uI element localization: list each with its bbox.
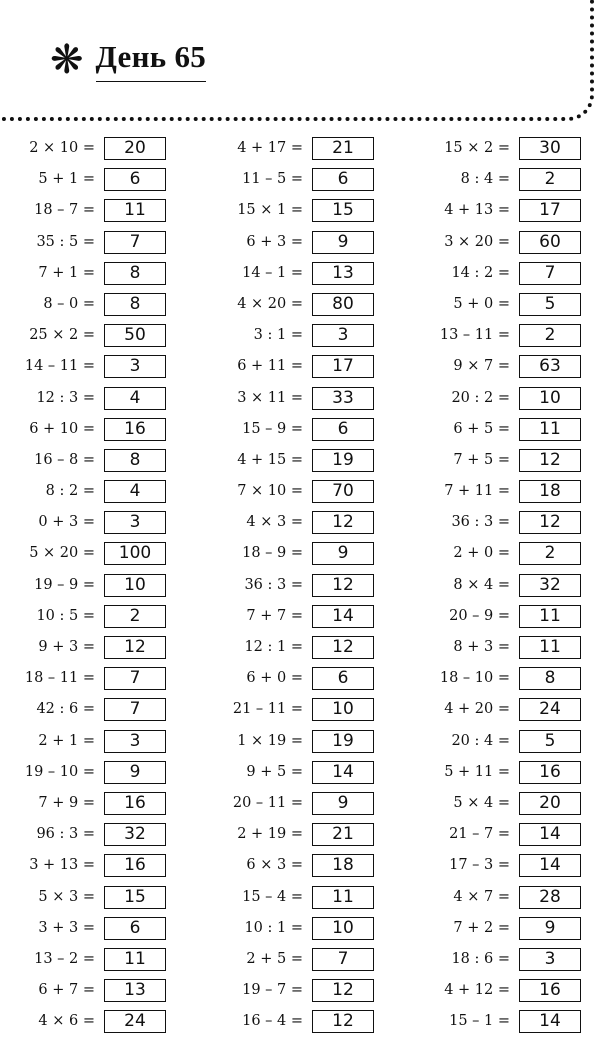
- exercise-row: [415, 445, 600, 476]
- answer-box[interactable]: 4: [104, 387, 166, 410]
- exercise-expression: 15 – 4 =: [242, 888, 303, 905]
- exercise-row: [208, 258, 408, 289]
- exercise-row: [208, 320, 408, 351]
- answer-box[interactable]: 28: [519, 886, 581, 909]
- exercise-row: [208, 788, 408, 819]
- exercise-row: [0, 975, 200, 1006]
- exercise-expression: 1 × 19 =: [237, 732, 303, 749]
- exercise-expression: 2 × 10 =: [29, 140, 95, 156]
- exercise-expression: 12 : 3 =: [36, 389, 95, 406]
- exercise-row: [208, 289, 408, 320]
- answer-box[interactable]: 19: [312, 449, 374, 472]
- exercise-row: [415, 133, 600, 164]
- exercise-row: [0, 788, 200, 819]
- exercise-expression: 4 × 20 =: [237, 295, 303, 312]
- answer-box[interactable]: 7: [104, 667, 166, 690]
- answer-box[interactable]: 9: [312, 792, 374, 815]
- exercise-expression: 15 – 9 =: [242, 420, 303, 437]
- exercise-expression: 6 + 11 =: [237, 358, 303, 375]
- answer-box[interactable]: 12: [312, 1010, 374, 1033]
- exercise-expression: 14 – 11 =: [24, 358, 95, 375]
- exercise-row: [208, 383, 408, 414]
- exercise-row: [415, 788, 600, 819]
- exercise-expression: 15 × 2 =: [444, 140, 510, 156]
- answer-box[interactable]: 15: [104, 886, 166, 909]
- exercise-expression: 18 – 11 =: [24, 670, 95, 687]
- exercise-row: [0, 632, 200, 663]
- answer-box[interactable]: 13: [104, 979, 166, 1002]
- exercise-row: [208, 507, 408, 538]
- exercise-row: [208, 632, 408, 663]
- exercise-expression: 20 : 2 =: [451, 389, 510, 406]
- answer-box[interactable]: 15: [312, 199, 374, 222]
- answer-box[interactable]: 10: [312, 698, 374, 721]
- exercise-expression: 4 + 12 =: [444, 982, 510, 999]
- answer-box[interactable]: 9: [519, 917, 581, 940]
- exercise-row: [208, 414, 408, 445]
- exercise-row: [0, 601, 200, 632]
- exercise-row: [415, 227, 600, 258]
- exercise-row: [0, 538, 200, 569]
- answer-box[interactable]: 20: [104, 137, 166, 160]
- answer-box[interactable]: 70: [312, 480, 374, 503]
- exercise-row: [208, 850, 408, 881]
- exercise-expression: 4 + 17 =: [237, 140, 303, 156]
- exercise-expression: 4 × 7 =: [453, 888, 510, 905]
- exercise-expression: 9 + 3 =: [38, 639, 95, 655]
- page-header: [50, 36, 206, 84]
- answer-box[interactable]: 14: [312, 605, 374, 628]
- exercise-expression: 19 – 7 =: [242, 982, 303, 999]
- answer-box[interactable]: 12: [519, 449, 581, 472]
- exercise-expression: 6 + 0 =: [246, 670, 303, 687]
- exercise-row: [0, 133, 200, 164]
- exercise-row: [208, 663, 408, 694]
- answer-box[interactable]: 18: [519, 480, 581, 503]
- exercise-expression: 18 : 6 =: [451, 950, 510, 967]
- answer-box[interactable]: 4: [104, 480, 166, 503]
- exercise-row: [208, 757, 408, 788]
- answer-box[interactable]: 16: [519, 761, 581, 784]
- exercise-expression: 2 + 0 =: [453, 545, 510, 562]
- answer-box[interactable]: 9: [104, 761, 166, 784]
- exercise-row: [208, 726, 408, 757]
- answer-box[interactable]: 80: [312, 293, 374, 316]
- exercise-expression: 15 × 1 =: [237, 202, 303, 219]
- exercise-expression: 35 : 5 =: [36, 233, 95, 250]
- exercise-row: [208, 913, 408, 944]
- exercise-expression: 10 : 1 =: [244, 919, 303, 936]
- exercise-expression: 4 + 20 =: [444, 701, 510, 718]
- exercise-expression: 5 + 11 =: [444, 763, 510, 780]
- answer-box[interactable]: 5: [519, 293, 581, 316]
- answer-box[interactable]: 21: [312, 823, 374, 846]
- exercise-row: [208, 944, 408, 975]
- exercise-row: [415, 570, 600, 601]
- exercise-row: [0, 913, 200, 944]
- answer-box[interactable]: 2: [104, 605, 166, 628]
- answer-box[interactable]: 12: [312, 574, 374, 597]
- exercise-expression: 16 – 8 =: [34, 451, 95, 468]
- exercise-row: [208, 1006, 408, 1037]
- exercise-row: [0, 757, 200, 788]
- answer-box[interactable]: 6: [312, 418, 374, 441]
- answer-box[interactable]: 32: [519, 574, 581, 597]
- exercise-row: [415, 320, 600, 351]
- exercise-row: [0, 726, 200, 757]
- answer-box[interactable]: 8: [104, 262, 166, 285]
- exercise-row: [0, 694, 200, 725]
- answer-box[interactable]: 5: [519, 730, 581, 753]
- answer-box[interactable]: 60: [519, 231, 581, 254]
- exercise-expression: 18 – 7 =: [34, 202, 95, 219]
- answer-box[interactable]: 9: [312, 542, 374, 565]
- exercise-row: [415, 258, 600, 289]
- exercise-expression: 5 × 3 =: [38, 888, 95, 905]
- exercise-row: [415, 975, 600, 1006]
- answer-box[interactable]: 32: [104, 823, 166, 846]
- exercise-row: [0, 476, 200, 507]
- exercise-row: [0, 258, 200, 289]
- answer-box[interactable]: 11: [104, 199, 166, 222]
- exercise-row: [0, 289, 200, 320]
- exercise-expression: 4 + 15 =: [237, 451, 303, 468]
- answer-box[interactable]: 7: [104, 231, 166, 254]
- answer-box[interactable]: 3: [104, 730, 166, 753]
- exercise-expression: 10 : 5 =: [36, 607, 95, 624]
- answer-box[interactable]: 14: [312, 761, 374, 784]
- answer-box[interactable]: 3: [519, 948, 581, 971]
- exercise-expression: 20 – 9 =: [449, 607, 510, 624]
- exercise-row: [0, 570, 200, 601]
- exercise-expression: 16 – 4 =: [242, 1013, 303, 1030]
- exercise-expression: 6 + 10 =: [29, 420, 95, 437]
- exercise-row: [415, 383, 600, 414]
- exercise-expression: 7 + 7 =: [246, 607, 303, 624]
- exercise-expression: 4 × 6 =: [38, 1013, 95, 1030]
- answer-box[interactable]: 16: [104, 792, 166, 815]
- exercise-expression: 3 : 1 =: [253, 327, 303, 344]
- exercise-row: [208, 227, 408, 258]
- exercise-expression: 7 + 2 =: [453, 919, 510, 936]
- exercise-row: [208, 694, 408, 725]
- exercise-row: [415, 476, 600, 507]
- exercise-expression: 5 + 1 =: [38, 171, 95, 188]
- exercise-expression: 3 + 13 =: [29, 857, 95, 874]
- answer-box[interactable]: 11: [519, 636, 581, 659]
- exercise-row: [0, 944, 200, 975]
- answer-box[interactable]: 12: [312, 636, 374, 659]
- answer-box[interactable]: 11: [312, 886, 374, 909]
- exercise-expression: 3 × 11 =: [237, 389, 303, 406]
- answer-box[interactable]: 3: [104, 355, 166, 378]
- answer-box[interactable]: 13: [312, 262, 374, 285]
- answer-box[interactable]: 21: [312, 137, 374, 160]
- exercise-row: [208, 195, 408, 226]
- exercise-row: [208, 601, 408, 632]
- exercise-row: [415, 414, 600, 445]
- exercise-expression: 17 – 3 =: [449, 857, 510, 874]
- exercise-row: [0, 882, 200, 913]
- page-title: День 65: [96, 39, 207, 82]
- exercise-expression: 21 – 11 =: [232, 701, 303, 718]
- exercise-row: [0, 195, 200, 226]
- exercise-row: [208, 476, 408, 507]
- answer-box[interactable]: 2: [519, 542, 581, 565]
- exercise-expression: 8 : 2 =: [45, 483, 95, 500]
- answer-box[interactable]: 11: [519, 418, 581, 441]
- answer-box[interactable]: 17: [312, 355, 374, 378]
- answer-box[interactable]: 11: [519, 605, 581, 628]
- answer-box[interactable]: 2: [519, 168, 581, 191]
- snowflake-icon: ❋: [50, 37, 84, 83]
- answer-box[interactable]: 30: [519, 137, 581, 160]
- exercise-row: [0, 819, 200, 850]
- exercise-row: [0, 227, 200, 258]
- exercise-expression: 15 – 1 =: [449, 1013, 510, 1030]
- exercise-expression: 6 × 3 =: [246, 857, 303, 874]
- answer-box[interactable]: 16: [104, 854, 166, 877]
- answer-box[interactable]: 12: [312, 979, 374, 1002]
- answer-box[interactable]: 9: [312, 231, 374, 254]
- answer-box[interactable]: 10: [104, 574, 166, 597]
- answer-box[interactable]: 7: [519, 262, 581, 285]
- exercise-row: [415, 882, 600, 913]
- exercise-row: [0, 351, 200, 382]
- answer-box[interactable]: 8: [104, 293, 166, 316]
- answer-box[interactable]: 6: [104, 917, 166, 940]
- exercise-row: [208, 133, 408, 164]
- exercise-expression: 9 + 5 =: [246, 763, 303, 780]
- answer-box[interactable]: 100: [104, 542, 166, 565]
- exercise-row: [415, 507, 600, 538]
- exercise-expression: 7 + 5 =: [453, 451, 510, 468]
- exercise-row: [415, 601, 600, 632]
- exercise-expression: 36 : 3 =: [244, 576, 303, 593]
- answer-box[interactable]: 10: [312, 917, 374, 940]
- exercise-row: [415, 757, 600, 788]
- answer-box[interactable]: 24: [519, 698, 581, 721]
- answer-box[interactable]: 14: [519, 1010, 581, 1033]
- exercise-row: [415, 819, 600, 850]
- exercise-row: [415, 944, 600, 975]
- exercise-expression: 21 – 7 =: [449, 826, 510, 843]
- answer-box[interactable]: 10: [519, 387, 581, 410]
- answer-box[interactable]: 14: [519, 823, 581, 846]
- exercise-row: [415, 538, 600, 569]
- exercise-expression: 8 : 4 =: [460, 171, 510, 188]
- answer-box[interactable]: 16: [519, 979, 581, 1002]
- answer-box[interactable]: 12: [104, 636, 166, 659]
- answer-box[interactable]: 6: [104, 168, 166, 191]
- exercise-expression: 0 + 3 =: [38, 514, 95, 531]
- answer-box[interactable]: 20: [519, 792, 581, 815]
- exercise-expression: 7 + 9 =: [38, 794, 95, 811]
- exercise-expression: 7 + 11 =: [444, 483, 510, 500]
- exercise-expression: 2 + 1 =: [38, 732, 95, 749]
- exercise-expression: 8 + 3 =: [453, 639, 510, 655]
- exercise-expression: 36 : 3 =: [451, 514, 510, 531]
- exercise-expression: 6 + 7 =: [38, 982, 95, 999]
- answer-box[interactable]: 3: [104, 511, 166, 534]
- exercise-expression: 3 + 3 =: [38, 919, 95, 936]
- exercise-column: [0, 133, 200, 1037]
- exercise-expression: 11 – 5 =: [242, 171, 303, 188]
- exercise-row: [208, 164, 408, 195]
- exercise-expression: 6 + 3 =: [246, 233, 303, 250]
- exercise-expression: 12 : 1 =: [244, 639, 303, 655]
- exercise-row: [0, 445, 200, 476]
- exercise-expression: 20 – 11 =: [232, 794, 303, 811]
- answer-box[interactable]: 12: [312, 511, 374, 534]
- answer-box[interactable]: 3: [312, 324, 374, 347]
- exercise-expression: 9 × 7 =: [453, 358, 510, 375]
- answer-box[interactable]: 17: [519, 199, 581, 222]
- exercise-expression: 5 × 20 =: [29, 545, 95, 562]
- exercise-expression: 3 × 20 =: [444, 233, 510, 250]
- answer-box[interactable]: 7: [104, 698, 166, 721]
- exercise-row: [208, 882, 408, 913]
- exercise-column: [415, 133, 600, 1037]
- exercise-row: [0, 507, 200, 538]
- exercise-row: [415, 663, 600, 694]
- answer-box[interactable]: 6: [312, 168, 374, 191]
- answer-box[interactable]: 8: [519, 667, 581, 690]
- exercise-expression: 42 : 6 =: [36, 701, 95, 718]
- exercise-expression: 4 + 13 =: [444, 202, 510, 219]
- exercise-row: [208, 351, 408, 382]
- exercise-expression: 18 – 10 =: [439, 670, 510, 687]
- answer-box[interactable]: 63: [519, 355, 581, 378]
- exercise-expression: 96 : 3 =: [36, 826, 95, 843]
- exercise-row: [208, 819, 408, 850]
- exercise-row: [0, 414, 200, 445]
- exercise-row: [208, 538, 408, 569]
- exercise-row: [208, 445, 408, 476]
- exercise-row: [415, 726, 600, 757]
- exercise-expression: 13 – 2 =: [34, 950, 95, 967]
- answer-box[interactable]: 16: [104, 418, 166, 441]
- answer-box[interactable]: 50: [104, 324, 166, 347]
- answer-box[interactable]: 14: [519, 854, 581, 877]
- answer-box[interactable]: 11: [104, 948, 166, 971]
- exercise-expression: 14 : 2 =: [451, 264, 510, 281]
- exercise-row: [0, 320, 200, 351]
- exercise-column: [208, 133, 408, 1037]
- answer-box[interactable]: 2: [519, 324, 581, 347]
- exercise-row: [415, 289, 600, 320]
- exercise-expression: 8 × 4 =: [453, 576, 510, 593]
- exercise-expression: 2 + 5 =: [246, 950, 303, 967]
- exercise-row: [415, 632, 600, 663]
- exercise-row: [0, 383, 200, 414]
- exercise-row: [0, 1006, 200, 1037]
- exercise-expression: 5 × 4 =: [453, 794, 510, 811]
- exercise-row: [208, 975, 408, 1006]
- answer-box[interactable]: 24: [104, 1010, 166, 1033]
- exercise-grid: [0, 133, 600, 1038]
- answer-box[interactable]: 12: [519, 511, 581, 534]
- answer-box[interactable]: 6: [312, 667, 374, 690]
- exercise-row: [415, 850, 600, 881]
- exercise-expression: 6 + 5 =: [453, 420, 510, 437]
- exercise-expression: 13 – 11 =: [439, 327, 510, 344]
- exercise-row: [415, 913, 600, 944]
- exercise-expression: 2 + 19 =: [237, 826, 303, 843]
- exercise-expression: 19 – 10 =: [24, 763, 95, 780]
- answer-box[interactable]: 7: [312, 948, 374, 971]
- exercise-row: [415, 351, 600, 382]
- answer-box[interactable]: 19: [312, 730, 374, 753]
- exercise-expression: 4 × 3 =: [246, 514, 303, 531]
- exercise-row: [0, 850, 200, 881]
- exercise-row: [415, 195, 600, 226]
- exercise-expression: 14 – 1 =: [242, 264, 303, 281]
- exercise-row: [0, 164, 200, 195]
- exercise-row: [0, 663, 200, 694]
- exercise-expression: 18 – 9 =: [242, 545, 303, 562]
- exercise-row: [208, 570, 408, 601]
- exercise-row: [415, 694, 600, 725]
- exercise-row: [415, 164, 600, 195]
- answer-box[interactable]: 18: [312, 854, 374, 877]
- exercise-expression: 19 – 9 =: [34, 576, 95, 593]
- exercise-expression: 20 : 4 =: [451, 732, 510, 749]
- exercise-expression: 8 – 0 =: [43, 295, 95, 312]
- exercise-row: [415, 1006, 600, 1037]
- answer-box[interactable]: 8: [104, 449, 166, 472]
- exercise-expression: 7 × 10 =: [237, 483, 303, 500]
- answer-box[interactable]: 33: [312, 387, 374, 410]
- exercise-expression: 7 + 1 =: [38, 264, 95, 281]
- exercise-expression: 25 × 2 =: [29, 327, 95, 344]
- exercise-expression: 5 + 0 =: [453, 295, 510, 312]
